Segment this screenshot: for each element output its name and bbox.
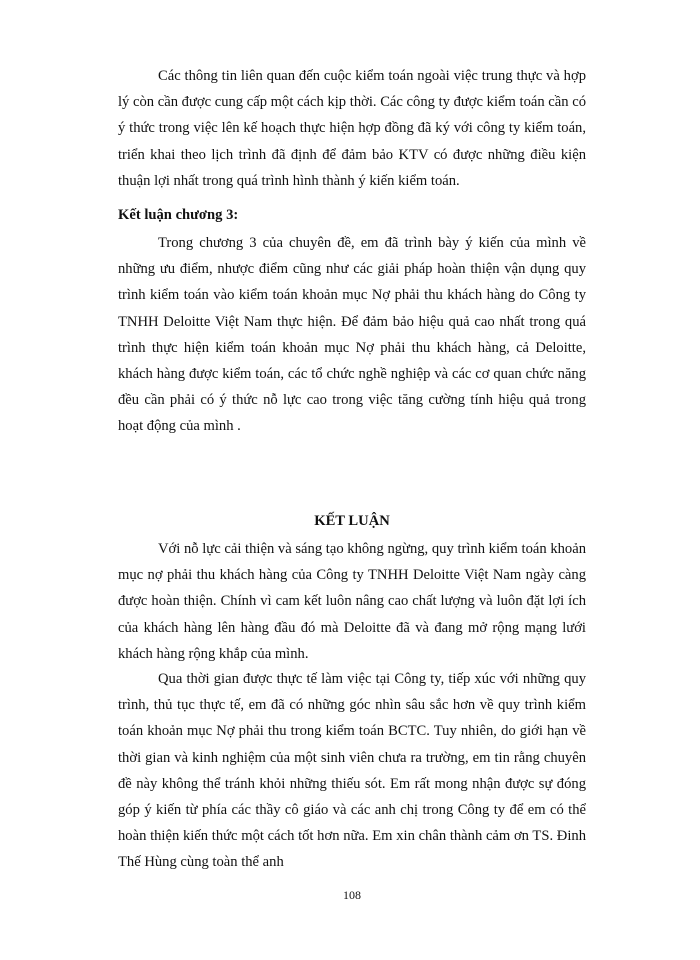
section-heading-chapter-3-conclusion: Kết luận chương 3: (118, 207, 239, 223)
paragraph-conclusion-thanks: Qua thời gian được thực tế làm việc tại Công ty, tiếp xúc với những quy trình, thủ tục thực tế, em đã có những góc nhìn sâu sắc hơn về quy trình kiểm toán khoản mục Nợ phải thu trong kiểm toán BCTC. Tuy nhiên, do giới hạn về thời gian và kinh nghiệm của một sinh viên chưa ra trường, em tin rằng chuyên đề này không thể tránh khỏi những thiếu sót. Em rất mong nhận được sự đóng góp ý kiến từ phía các thầy cô giáo và các anh chị trong Công ty để em có thể hoàn thiện kiến thức một cách tốt hơn nữa. Em xin chân thành cảm ơn TS. Đinh Thế Hùng cùng toàn thể anh (118, 671, 586, 871)
paragraph-conclusion-intro: Với nỗ lực cải thiện và sáng tạo không ngừng, quy trình kiểm toán khoản mục nợ phải thu khách hàng của Công ty TNHH Deloitte Việt Nam ngày càng được hoàn thiện. Chính vì cam kết luôn nâng cao chất lượng và luôn đặt lợi ích của khách hàng lên hàng đầu đó mà Deloitte đã và đang mở rộng mạng lưới khách hàng rộng khắp của mình. (118, 541, 586, 662)
paragraph-chapter-3-summary: Trong chương 3 của chuyên đề, em đã trình bày ý kiến của mình về những ưu điểm, nhược điểm cũng như các giải pháp hoàn thiện vận dụng quy trình kiểm toán vào kiểm toán khoản mục Nợ phải thu khách hàng do Công ty TNHH Deloitte Việt Nam thực hiện. Để đảm bảo hiệu quả cao nhất trong quá trình thực hiện kiểm toán khoản mục Nợ phải thu khách hàng, cả Deloitte, khách hàng được kiểm toán, các tổ chức nghề nghiệp và các cơ quan chức năng đều cần phải có ý thức nỗ lực cao trong việc tăng cường tính hiệu quả trong hoạt động của mình . (118, 235, 586, 435)
paragraph-audit-information: Các thông tin liên quan đến cuộc kiểm toán ngoài việc trung thực và hợp lý còn cần được cung cấp một cách kịp thời. Các công ty được kiểm toán cần có ý thức trong việc lên kế hoạch thực hiện hợp đồng đã ký với công ty kiểm toán, triển khai theo lịch trình đã định để đảm bảo KTV có được những điều kiện thuận lợi nhất trong quá trình hình thành ý kiến kiểm toán. (118, 68, 586, 189)
page-number: 108 (343, 888, 361, 902)
conclusion-title: KẾT LUẬN (314, 513, 390, 529)
